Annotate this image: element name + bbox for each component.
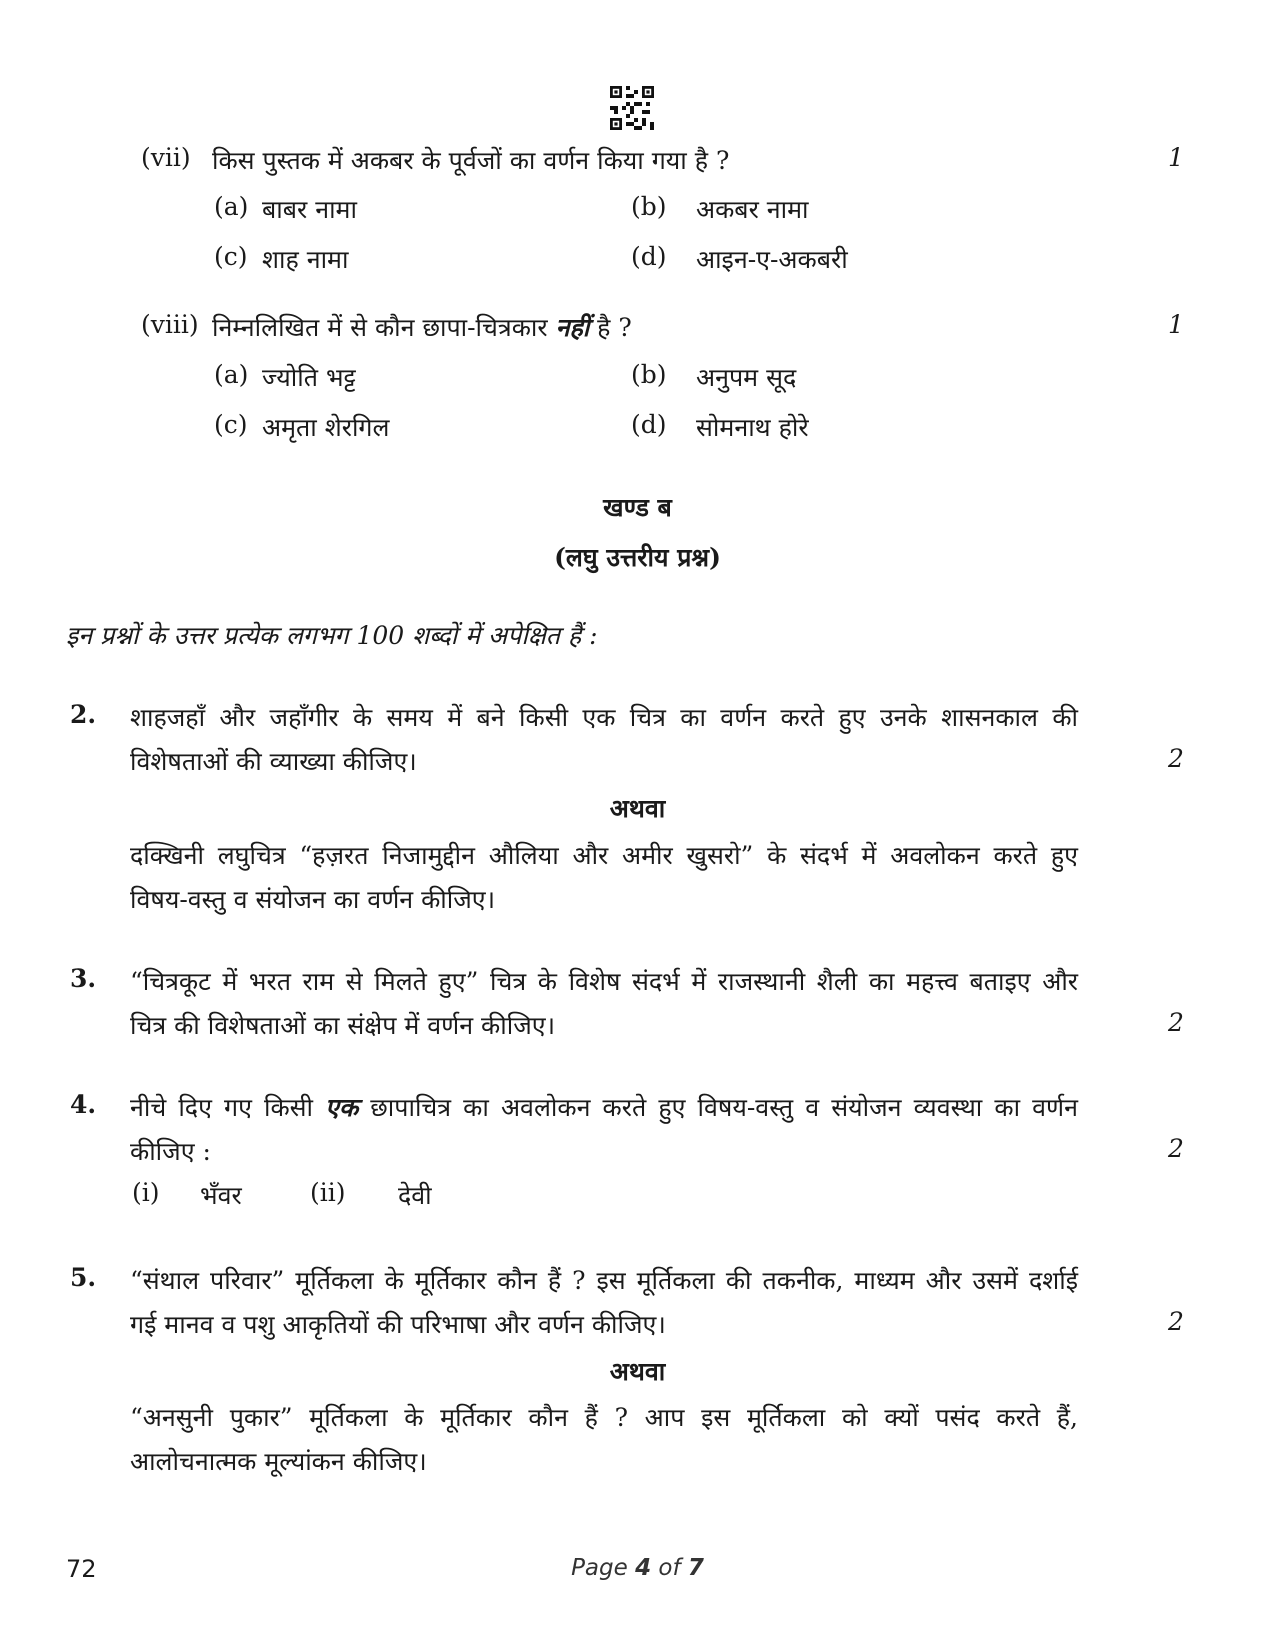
option-text: बाबर नामा: [262, 195, 357, 224]
option-text: सोमनाथ होरे: [696, 413, 809, 442]
question-text-line: विषय-वस्तु व संयोजन का वर्णन कीजिए।: [130, 885, 496, 914]
question-text-line: “अनसुनी पुकार” मूर्तिकला के मूर्तिकार कौन हैं ? आप इस मूर्तिकला को क्यों पसंद करते हैं,: [130, 1403, 1078, 1432]
line-text: छापाचित्र का अवलोकन करते हुए विषय-वस्तु व संयोजन व्यवस्था का वर्णन: [358, 1093, 1078, 1122]
option-label: (b): [631, 360, 667, 389]
section-subtitle: (लघु उत्तरीय प्रश्न): [554, 543, 721, 572]
marks: 1: [1168, 310, 1184, 339]
page-prefix: Page: [571, 1555, 636, 1581]
question-text-line: गई मानव व पशु आकृतियों की परिभाषा और वर्णन कीजिए।: [130, 1310, 666, 1339]
option-label: (a): [214, 360, 249, 389]
or-separator: अथवा: [609, 1357, 666, 1386]
stem-text: निम्नलिखित में से कौन छापा-चित्रकार: [212, 313, 556, 342]
question-number: 5.: [70, 1263, 97, 1292]
option-label: (d): [631, 410, 667, 439]
marks: 2: [1168, 1134, 1184, 1163]
option-label: (b): [631, 192, 667, 221]
page-indicator: [0, 1555, 1275, 1581]
section-title: खण्ड ब: [603, 493, 672, 522]
question-text-line: चित्र की विशेषताओं का संक्षेप में वर्णन कीजिए।: [130, 1011, 556, 1040]
question-stem: किस पुस्तक में अकबर के पूर्वजों का वर्णन किया गया है ?: [212, 146, 730, 175]
option-text: ज्योति भट्ट: [262, 363, 356, 392]
paper-code: 72: [66, 1555, 97, 1583]
question-number: (viii): [141, 310, 199, 339]
question-text-line: शाहजहाँ और जहाँगीर के समय में बने किसी एक चित्र का वर्णन करते हुए उनके शासनकाल की: [130, 703, 1078, 732]
sub-label: (i): [132, 1178, 160, 1207]
sub-text: भँवर: [200, 1181, 242, 1210]
section-instruction: इन प्रश्नों के उत्तर प्रत्येक लगभग 100 शब्दों में अपेक्षित हैं :: [66, 621, 598, 650]
question-text-line: विशेषताओं की व्याख्या कीजिए।: [130, 747, 417, 776]
question-text-line: “चित्रकूट में भरत राम से मिलते हुए” चित्र के विशेष संदर्भ में राजस्थानी शैली का महत्त्व बताइए और: [130, 967, 1078, 996]
marks: 2: [1168, 1307, 1184, 1336]
question-text-line: दक्खिनी लघुचित्र “हज़रत निजामुद्दीन औलिया और अमीर खुसरो” के संदर्भ में अवलोकन करते हुए: [130, 841, 1078, 870]
option-text: अमृता शेरगिल: [262, 413, 390, 442]
option-label: (d): [631, 242, 667, 271]
page-current: 4: [635, 1555, 652, 1581]
question-text-line: कीजिए :: [130, 1137, 211, 1166]
marks: 2: [1168, 1008, 1184, 1037]
line-emphasis: एक: [325, 1093, 359, 1122]
question-stem: [212, 310, 632, 344]
marks: 1: [1168, 143, 1184, 172]
question-text-line: [130, 1090, 1078, 1124]
line-text: नीचे दिए गए किसी: [130, 1093, 326, 1122]
option-text: शाह नामा: [262, 245, 349, 274]
question-text-line: आलोचनात्मक मूल्यांकन कीजिए।: [130, 1447, 427, 1476]
question-number: (vii): [141, 143, 191, 172]
question-number: 4.: [70, 1090, 97, 1119]
question-number: 3.: [70, 964, 97, 993]
question-number: 2.: [70, 700, 97, 729]
page-total: 7: [687, 1555, 704, 1581]
option-text: अनुपम सूद: [696, 363, 797, 392]
stem-text: है ?: [589, 313, 632, 342]
option-label: (c): [214, 242, 248, 271]
stem-emphasis: नहीं: [555, 313, 590, 342]
sub-text: देवी: [398, 1181, 432, 1210]
option-text: आइन-ए-अकबरी: [696, 245, 848, 274]
qr-code-icon: [610, 86, 654, 130]
option-label: (a): [214, 192, 249, 221]
option-text: अकबर नामा: [696, 195, 809, 224]
page-mid: of: [651, 1555, 688, 1581]
marks: 2: [1168, 744, 1184, 773]
sub-label: (ii): [310, 1178, 346, 1207]
question-text-line: “संथाल परिवार” मूर्तिकला के मूर्तिकार कौन हैं ? इस मूर्तिकला की तकनीक, माध्यम और उसमें दर्शाई: [130, 1266, 1078, 1295]
option-label: (c): [214, 410, 248, 439]
or-separator: अथवा: [609, 794, 666, 823]
